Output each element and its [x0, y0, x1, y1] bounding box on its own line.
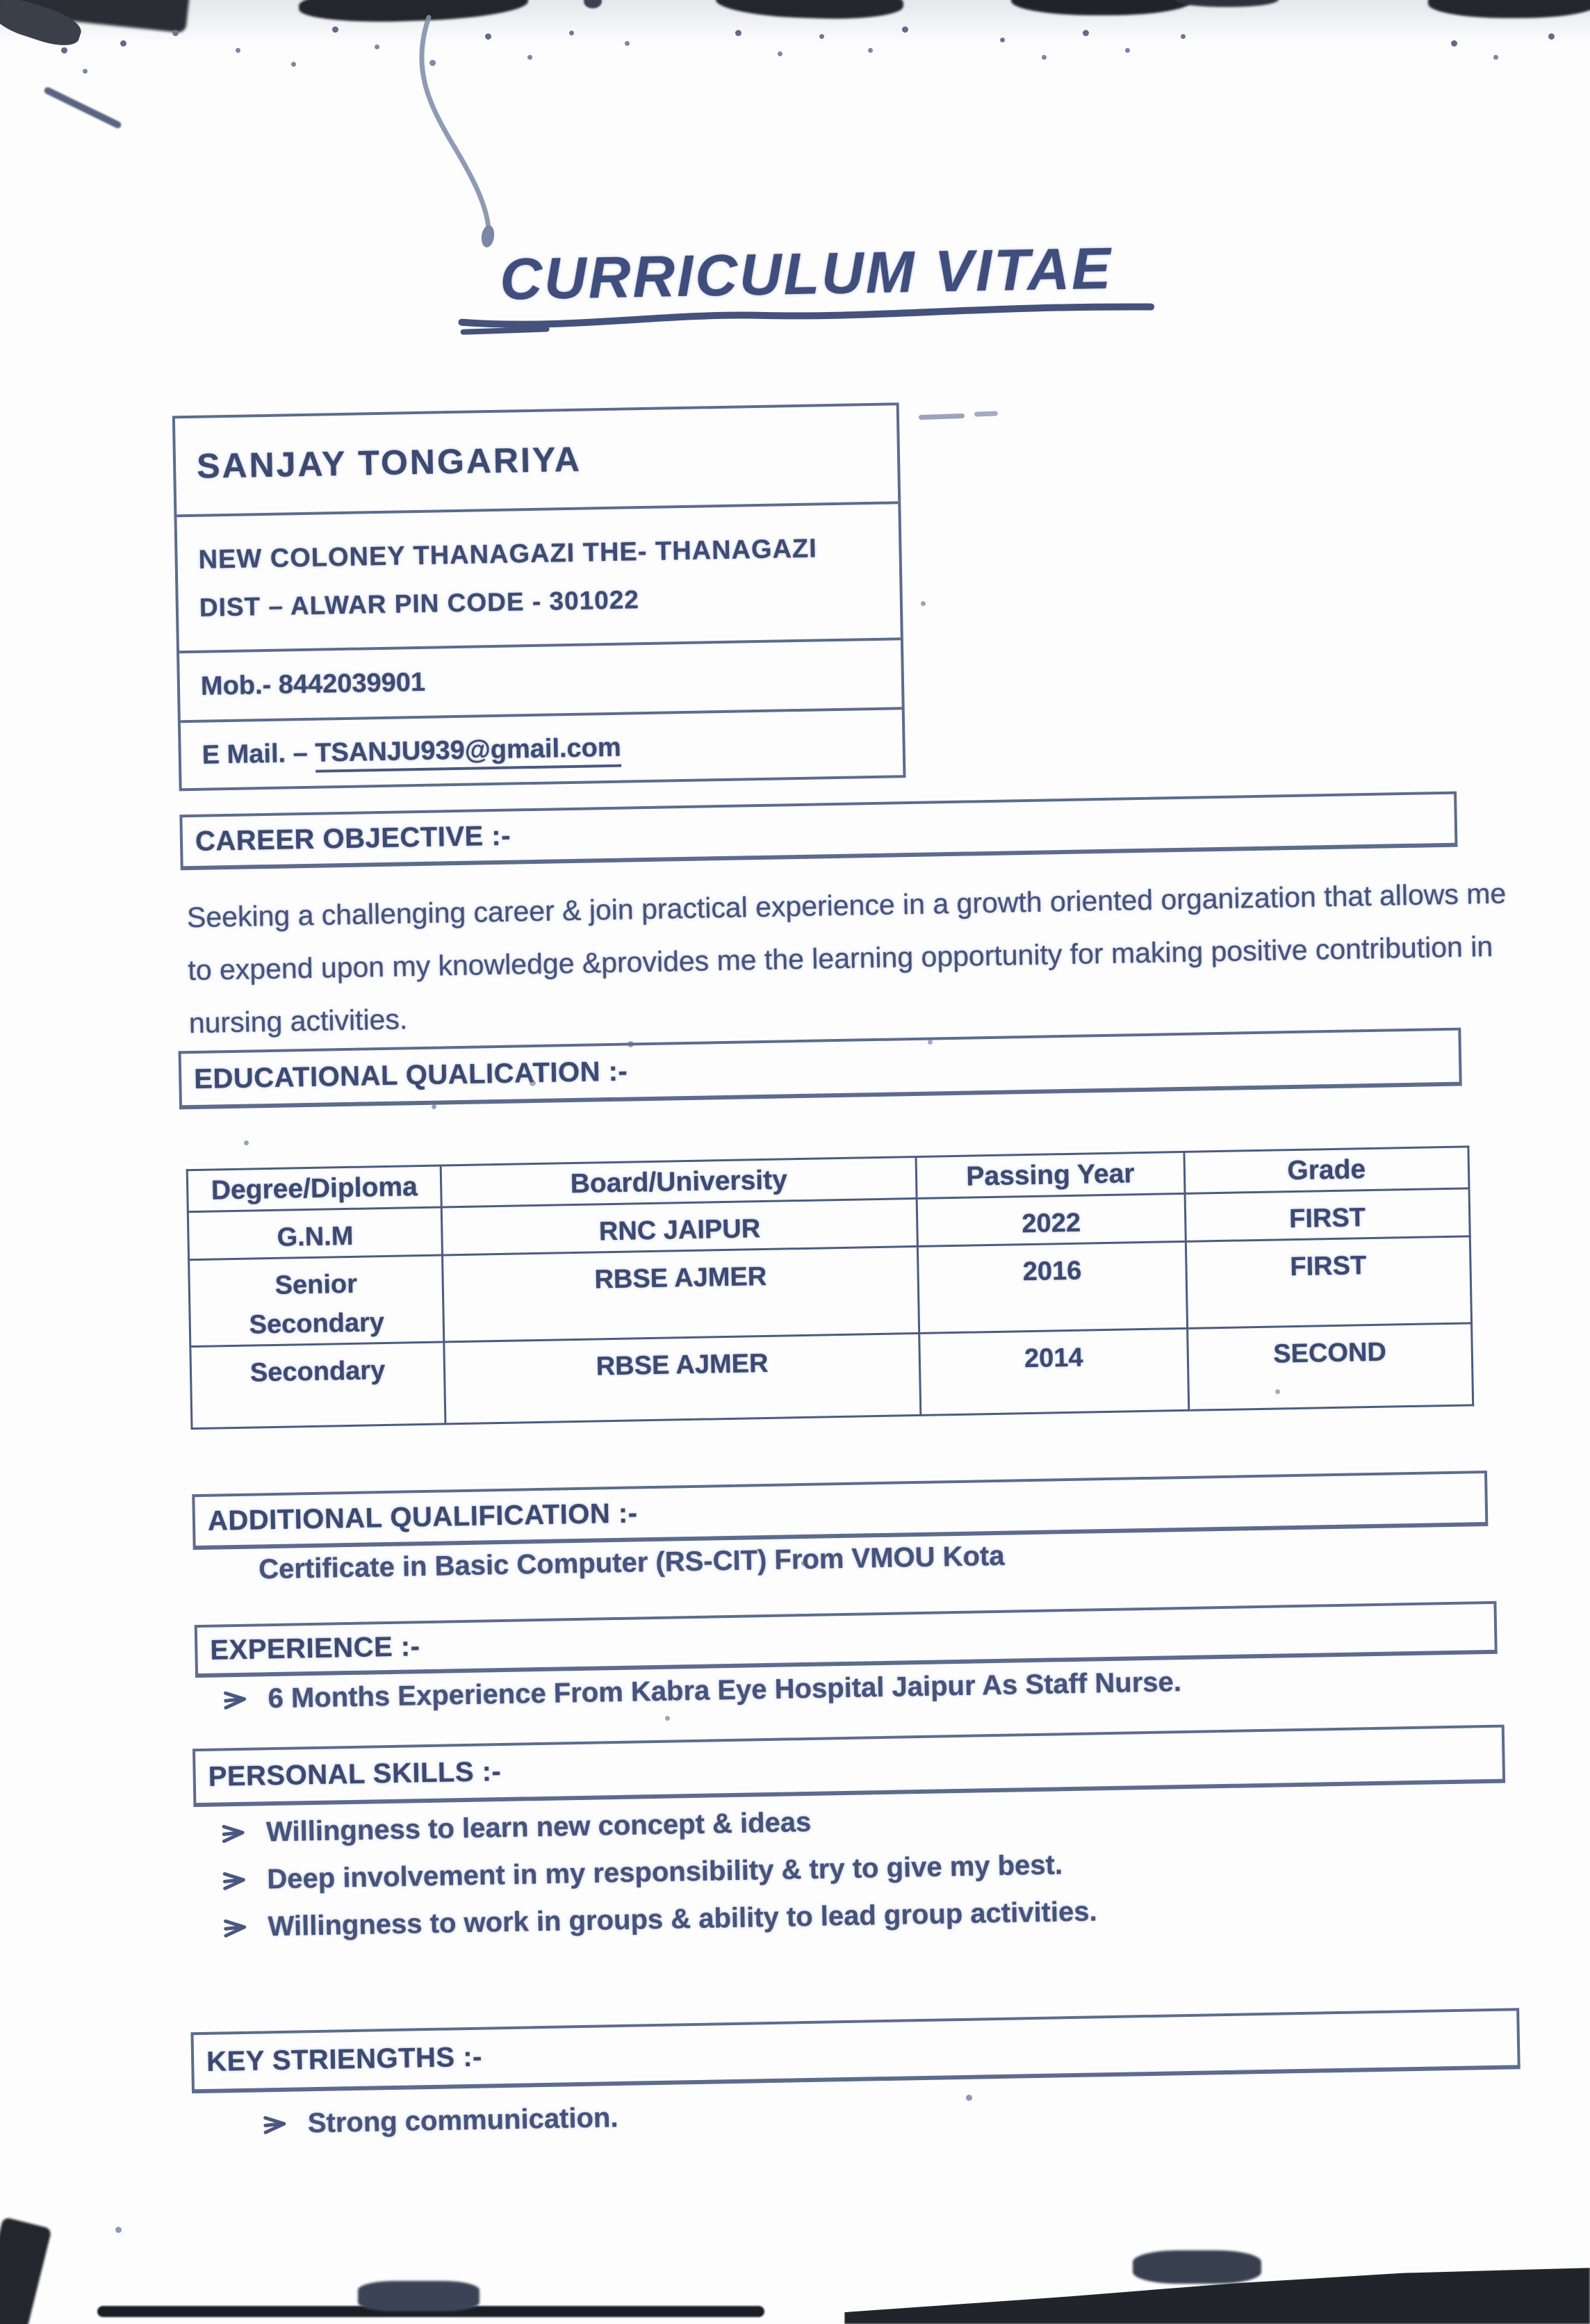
- cell-grade: SECOND: [1187, 1323, 1473, 1410]
- education-heading: EDUCATIONAL QUALICATION :-: [193, 1056, 628, 1095]
- mobile-number: Mob.- 8442039901: [200, 667, 426, 701]
- arrowhead-bullet-icon: [222, 1688, 249, 1711]
- email-line: [202, 728, 903, 770]
- address-line-2: DIST – ALWAR PIN CODE - 301022: [199, 584, 640, 622]
- personal-email-row: [181, 710, 903, 788]
- key-strengths-heading: KEY STRIENGTHS :-: [206, 2041, 483, 2077]
- personal-skill-item: Deep involvement in my responsibility & try to give my best.: [267, 1849, 1063, 1895]
- email-label: E Mail. –: [202, 738, 315, 770]
- col-header-degree: Degree/Diploma: [187, 1165, 441, 1212]
- cell-degree: G.N.M: [188, 1207, 442, 1260]
- list-item: [220, 1807, 812, 1849]
- email-address[interactable]: TSANJU939@gmail.com: [315, 733, 621, 772]
- cell-year: 2016: [918, 1241, 1188, 1333]
- personal-skills-heading: PERSONAL SKILLS :-: [208, 1756, 502, 1792]
- candidate-name: SANJAY TONGARIYA: [196, 439, 582, 486]
- arrowhead-bullet-icon: [262, 2113, 289, 2136]
- list-item: [221, 1849, 1063, 1896]
- personal-skill-item: Willingness to work in groups & ability to lead group activities.: [268, 1896, 1097, 1942]
- personal-skill-item: Willingness to learn new concept & ideas: [265, 1806, 812, 1848]
- section-heading-additional-qualification: [192, 1471, 1488, 1550]
- col-header-grade: Grade: [1184, 1147, 1469, 1193]
- section-heading-personal-skills: [192, 1725, 1505, 1808]
- personal-name-row: [175, 405, 898, 517]
- cell-year: 2022: [917, 1193, 1186, 1246]
- personal-mobile-row: [179, 640, 902, 723]
- document-title-block: [444, 234, 1168, 335]
- experience-heading: EXPERIENCE :-: [209, 1630, 420, 1666]
- col-header-year: Passing Year: [916, 1152, 1184, 1198]
- cell-degree: Senior Secondary: [189, 1255, 444, 1347]
- cell-grade: FIRST: [1185, 1188, 1470, 1241]
- section-heading-key-strengths: [190, 2008, 1520, 2093]
- personal-address-row: [177, 504, 900, 653]
- additional-qualification-heading: ADDITIONAL QUALIFICATION :-: [207, 1497, 638, 1537]
- address-line-1: NEW COLONEY THANAGAZI THE- THANAGAZI: [198, 533, 818, 575]
- col-header-board: Board/University: [441, 1156, 917, 1207]
- section-heading-experience: [195, 1601, 1498, 1678]
- career-objective-heading: CAREER OBJECTIVE :-: [195, 820, 511, 857]
- list-item: [222, 1896, 1097, 1943]
- personal-info-box: [172, 402, 906, 791]
- key-strength-item: Strong communication.: [307, 2102, 618, 2139]
- arrowhead-bullet-icon: [221, 1869, 248, 1892]
- education-table: [186, 1145, 1475, 1430]
- cell-degree: Secondary: [190, 1342, 445, 1429]
- cell-board: RNC JAIPUR: [441, 1198, 917, 1255]
- cell-board: RBSE AJMER: [443, 1246, 919, 1342]
- career-objective-text: Seeking a challenging career & join practical experience in a growth oriented organization that allows me to expend upon my knowledge &provides me the learning opportunity for making positive contribution in nursing activities.: [186, 877, 1507, 1040]
- cell-board: RBSE AJMER: [444, 1333, 921, 1424]
- cell-grade: FIRST: [1186, 1236, 1472, 1328]
- section-heading-career-objective: [179, 792, 1457, 871]
- list-item: [261, 2102, 618, 2140]
- arrowhead-bullet-icon: [222, 1916, 249, 1939]
- cell-year: 2014: [919, 1328, 1188, 1415]
- document-title: CURRICULUM VITAE: [499, 235, 1113, 312]
- experience-item: 6 Months Experience From Kabra Eye Hospital Jaipur As Staff Nurse.: [268, 1667, 1182, 1715]
- additional-qualification-item: Certificate in Basic Computer (RS-CIT) From VMOU Kota: [258, 1540, 1005, 1585]
- arrowhead-bullet-icon: [220, 1822, 247, 1844]
